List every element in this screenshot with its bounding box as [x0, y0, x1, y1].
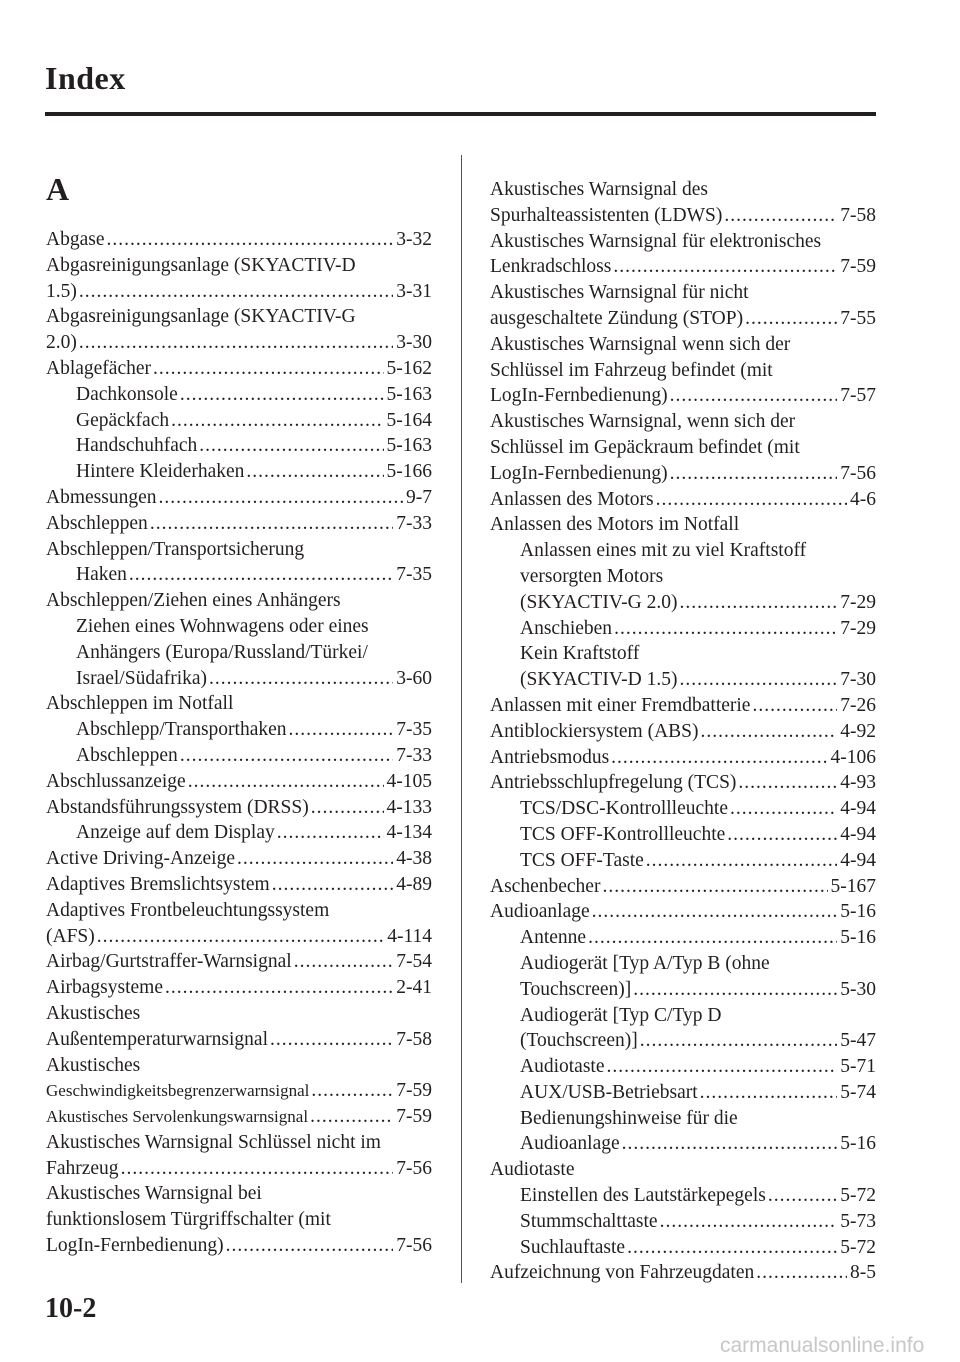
entry-page-reference: 7-35 — [396, 719, 432, 741]
index-subentry — [490, 538, 876, 564]
title-rule — [45, 112, 876, 116]
dot-leader — [679, 590, 837, 616]
entry-text: Haken — [76, 564, 127, 586]
index-subentry — [490, 1235, 876, 1261]
index-entry — [46, 846, 432, 872]
dot-leader — [756, 1260, 847, 1286]
entry-page-reference: 7-58 — [840, 204, 876, 226]
entry-text: ausgeschaltete Zündung (STOP) — [490, 307, 744, 329]
entry-text: Handschuhfach — [76, 435, 198, 457]
index-entry — [46, 485, 432, 511]
index-entry — [46, 253, 432, 279]
entry-page-reference: 4-106 — [830, 746, 876, 768]
dot-leader — [121, 1156, 394, 1182]
index-entry — [46, 898, 432, 924]
entry-text: TCS OFF-Taste — [520, 849, 644, 871]
index-entry — [46, 227, 432, 253]
index-entry — [490, 693, 876, 719]
watermark: carmanualsonline.info — [720, 1334, 925, 1357]
dot-leader — [640, 1028, 838, 1054]
index-entry — [46, 795, 432, 821]
entry-text: LogIn-Fernbedienung) — [490, 385, 668, 407]
dot-leader — [670, 383, 838, 409]
entry-text: Abgasreinigungsanlage (SKYACTIV-G — [46, 306, 356, 328]
dot-leader — [97, 924, 384, 950]
dot-leader — [701, 719, 838, 745]
index-subentry — [490, 1183, 876, 1209]
entry-page-reference: 7-33 — [396, 512, 432, 534]
index-subentry — [490, 1131, 876, 1157]
entry-page-reference: 3-60 — [396, 667, 432, 689]
dot-leader — [165, 975, 393, 1001]
dot-leader — [730, 796, 837, 822]
index-entry — [490, 358, 876, 384]
entry-page-reference: 7-57 — [840, 385, 876, 407]
dot-leader — [311, 1078, 393, 1104]
entry-page-reference: 7-58 — [396, 1028, 432, 1050]
dot-leader — [226, 1233, 394, 1259]
entry-text: Kein Kraftstoff — [520, 643, 640, 665]
entry-text: versorgten Motors — [520, 565, 664, 587]
entry-page-reference: 7-26 — [840, 694, 876, 716]
entry-text: Spurhalteassistenten (LDWS) — [490, 204, 723, 226]
dot-leader — [660, 1209, 838, 1235]
dot-leader — [79, 330, 393, 356]
entry-text: Gepäckfach — [76, 409, 170, 431]
entry-page-reference: 4-89 — [396, 873, 432, 895]
entry-page-reference: 5-72 — [840, 1236, 876, 1258]
entry-page-reference: 5-73 — [840, 1210, 876, 1232]
index-entry — [46, 1078, 432, 1104]
index-entry — [46, 1130, 432, 1156]
entry-page-reference: 7-56 — [396, 1235, 432, 1257]
entry-text: Akustisches Warnsignal für nicht — [490, 282, 749, 304]
entry-text: AUX/USB-Betriebsart — [520, 1081, 698, 1103]
entry-page-reference: 5-16 — [840, 927, 876, 949]
entry-page-reference: 9-7 — [406, 486, 432, 508]
section-letter: A — [46, 171, 70, 207]
entry-text: Akustisches — [46, 1002, 141, 1024]
index-entry — [46, 1233, 432, 1259]
index-subentry — [490, 848, 876, 874]
index-entry — [46, 304, 432, 330]
index-subentry — [490, 1106, 876, 1132]
dot-leader — [724, 203, 837, 229]
entry-text: Außentemperaturwarnsignal — [46, 1028, 269, 1050]
entry-text: Schlüssel im Gepäckraum befindet (mit — [490, 436, 800, 458]
index-entry — [490, 306, 876, 332]
dot-leader — [272, 872, 394, 898]
entry-text: Bedienungshinweise für die — [520, 1107, 738, 1129]
entry-text: Anzeige auf dem Display — [76, 822, 275, 844]
entry-page-reference: 4-133 — [386, 796, 432, 818]
dot-leader — [670, 461, 838, 487]
entry-page-reference: 4-114 — [387, 925, 432, 947]
index-subentry — [46, 743, 432, 769]
entry-text: Suchlauftaste — [520, 1236, 626, 1258]
index-entry — [490, 280, 876, 306]
entry-text: 2.0) — [46, 332, 77, 354]
dot-leader — [310, 1104, 393, 1130]
entry-page-reference: 3-30 — [396, 332, 432, 354]
entry-page-reference: 7-29 — [840, 617, 876, 639]
entry-text: Akustisches Warnsignal, wenn sich der — [490, 411, 796, 433]
entry-page-reference: 7-29 — [840, 591, 876, 613]
index-entry — [490, 177, 876, 203]
dot-leader — [294, 949, 394, 975]
index-subentry — [490, 590, 876, 616]
entry-text: Abschleppen/Ziehen eines Anhängers — [46, 590, 341, 612]
entry-page-reference: 7-54 — [396, 951, 432, 973]
index-column-right — [490, 177, 876, 1286]
dot-leader — [311, 795, 384, 821]
entry-text: Audiotaste — [520, 1056, 605, 1078]
entry-page-reference: 4-93 — [840, 772, 876, 794]
entry-text: Akustisches — [46, 1054, 141, 1076]
index-entry — [46, 330, 432, 356]
index-entry — [490, 745, 876, 771]
entry-text: Fahrzeug — [46, 1157, 119, 1179]
dot-leader — [679, 667, 837, 693]
entry-text: Stummschalttaste — [520, 1210, 658, 1232]
index-entry — [490, 409, 876, 435]
entry-page-reference: 5-166 — [386, 461, 432, 483]
index-entry — [490, 719, 876, 745]
dot-leader — [153, 356, 383, 382]
index-subentry — [46, 433, 432, 459]
index-entry — [46, 1104, 432, 1130]
index-entry — [46, 691, 432, 717]
entry-page-reference: 4-92 — [840, 720, 876, 742]
dot-leader — [180, 382, 384, 408]
entry-text: Abstandsführungssystem (DRSS) — [46, 796, 309, 818]
index-entry — [46, 511, 432, 537]
entry-text: 1.5) — [46, 280, 77, 302]
index-subentry — [490, 1003, 876, 1029]
index-entry — [46, 924, 432, 950]
index-entry — [490, 254, 876, 280]
entry-page-reference: 5-74 — [840, 1081, 876, 1103]
index-entry — [490, 899, 876, 925]
index-entry — [46, 949, 432, 975]
entry-page-reference: 5-167 — [830, 875, 876, 897]
entry-text: funktionslosem Türgriffschalter (mit — [46, 1209, 331, 1231]
index-entry — [46, 356, 432, 382]
entry-text: Audiotaste — [490, 1159, 575, 1181]
index-entry — [46, 1181, 432, 1207]
index-subentry — [490, 796, 876, 822]
entry-page-reference: 4-38 — [396, 848, 432, 870]
entry-page-reference: 7-33 — [396, 744, 432, 766]
index-subentry — [46, 459, 432, 485]
entry-text: Audioanlage — [520, 1133, 620, 1155]
dot-leader — [614, 616, 837, 642]
index-entry — [46, 1027, 432, 1053]
entry-page-reference: 7-35 — [396, 564, 432, 586]
entry-page-reference: 4-6 — [850, 488, 876, 510]
entry-text: Aufzeichnung von Fahrzeugdaten — [490, 1262, 755, 1284]
index-subentry — [490, 1028, 876, 1054]
entry-text: Active Driving-Anzeige — [46, 848, 235, 870]
index-subentry — [490, 641, 876, 667]
entry-page-reference: 3-32 — [396, 229, 432, 250]
entry-text: Lenkradschloss — [490, 256, 612, 278]
dot-leader — [622, 1131, 838, 1157]
dot-leader — [150, 511, 393, 537]
entry-text: Akustisches Warnsignal bei — [46, 1183, 262, 1205]
entry-text: Anlassen eines mit zu viel Kraftstoff — [520, 540, 807, 562]
entry-text: Antenne — [520, 927, 587, 949]
index-subentry — [46, 382, 432, 408]
index-entry — [46, 537, 432, 563]
dot-leader — [745, 306, 837, 332]
entry-text: Adaptives Frontbeleuchtungssystem — [46, 899, 330, 921]
index-subentry — [490, 1209, 876, 1235]
dot-leader — [611, 745, 827, 771]
entry-text: Anlassen des Motors — [490, 488, 654, 510]
dot-leader — [768, 1183, 837, 1209]
dot-leader — [188, 769, 384, 795]
index-entry — [46, 279, 432, 305]
entry-page-reference: 7-59 — [396, 1106, 432, 1128]
entry-text: Aschenbecher — [490, 875, 601, 897]
entry-text: (SKYACTIV-G 2.0) — [520, 591, 678, 613]
index-subentry — [490, 925, 876, 951]
dot-leader — [277, 820, 384, 846]
page-number: 10-2 — [45, 1293, 97, 1324]
index-subentry — [490, 951, 876, 977]
entry-text: Abmessungen — [46, 486, 157, 508]
dot-leader — [79, 279, 393, 305]
dot-leader — [129, 562, 393, 588]
index-entry — [46, 769, 432, 795]
page-title: Index — [45, 60, 126, 96]
entry-page-reference: 5-16 — [840, 1133, 876, 1155]
index-subentry — [46, 717, 432, 743]
dot-leader — [633, 977, 837, 1003]
dot-leader — [171, 408, 383, 434]
entry-page-reference: 5-72 — [840, 1185, 876, 1207]
index-subentry — [490, 616, 876, 642]
index-entry — [46, 1053, 432, 1079]
index-subentry — [46, 408, 432, 434]
entry-text: Abschleppen im Notfall — [46, 693, 234, 715]
dot-leader — [209, 666, 393, 692]
entry-page-reference: 5-162 — [386, 357, 432, 379]
index-column-left — [46, 227, 432, 1259]
entry-text: Audiogerät [Typ C/Typ D — [520, 1004, 722, 1026]
index-entry — [490, 435, 876, 461]
index-entry — [490, 383, 876, 409]
entry-text: Schlüssel im Fahrzeug befindet (mit — [490, 359, 773, 381]
index-subentry — [490, 667, 876, 693]
dot-leader — [700, 1080, 838, 1106]
entry-page-reference: 5-163 — [386, 383, 432, 405]
entry-text: Ablagefächer — [46, 357, 152, 379]
entry-text: TCS/DSC-Kontrollleuchte — [520, 798, 728, 820]
entry-text: Audiogerät [Typ A/Typ B (ohne — [520, 952, 770, 974]
entry-text: Antiblockiersystem (ABS) — [490, 720, 699, 742]
entry-text: LogIn-Fernbedienung) — [490, 462, 668, 484]
dot-leader — [289, 717, 394, 743]
index-subentry — [46, 640, 432, 666]
index-entry — [46, 872, 432, 898]
entry-text: TCS OFF-Kontrollleuchte — [520, 823, 726, 845]
entry-text: Abgase — [46, 229, 105, 250]
dot-leader — [106, 227, 393, 253]
entry-text: Akustisches Warnsignal Schlüssel nicht im — [46, 1131, 381, 1153]
dot-leader — [752, 693, 837, 719]
dot-leader — [588, 925, 837, 951]
entry-page-reference: 8-5 — [850, 1262, 876, 1284]
entry-text: Abschlepp/Transporthaken — [76, 719, 287, 741]
entry-text: Anhängers (Europa/Russland/Türkei/ — [76, 641, 368, 663]
entry-page-reference: 5-164 — [386, 409, 432, 431]
index-subentry — [46, 614, 432, 640]
index-subentry — [490, 1080, 876, 1106]
entry-page-reference: 3-31 — [396, 280, 432, 302]
entry-page-reference: 7-59 — [396, 1080, 432, 1102]
index-subentry — [46, 820, 432, 846]
entry-page-reference: 5-47 — [840, 1030, 876, 1052]
entry-page-reference: 5-163 — [386, 435, 432, 457]
entry-text: Airbag/Gurtstraffer-Warnsignal — [46, 951, 292, 973]
dot-leader — [656, 487, 847, 513]
entry-text: Abschleppen — [76, 744, 178, 766]
entry-text: Hintere Kleiderhaken — [76, 461, 245, 483]
entry-page-reference: 7-55 — [840, 307, 876, 329]
entry-page-reference: 2-41 — [396, 977, 432, 999]
column-divider — [461, 155, 462, 1283]
index-entry — [46, 1156, 432, 1182]
entry-page-reference: 4-94 — [840, 823, 876, 845]
entry-page-reference: 5-71 — [840, 1056, 876, 1078]
entry-text: Airbagsysteme — [46, 977, 163, 999]
entry-text: Einstellen des Lautstärkepegels — [520, 1185, 766, 1207]
entry-page-reference: 4-94 — [840, 798, 876, 820]
entry-text: Abschlussanzeige — [46, 770, 186, 792]
entry-text: Geschwindigkeitsbegrenzerwarnsignal — [46, 1081, 310, 1101]
index-entry — [46, 1001, 432, 1027]
dot-leader — [727, 822, 837, 848]
index-entry — [490, 770, 876, 796]
entry-text: Akustisches Warnsignal wenn sich der — [490, 333, 791, 355]
entry-text: Abschleppen — [46, 512, 148, 534]
entry-text: Akustisches Servolenkungswarnsignal — [46, 1107, 309, 1127]
index-entry — [490, 332, 876, 358]
dot-leader — [613, 254, 837, 280]
entry-text: Anschieben — [520, 617, 613, 639]
dot-leader — [738, 770, 837, 796]
entry-text: Abschleppen/Transportsicherung — [46, 538, 305, 560]
entry-text: Anlassen mit einer Fremdbatterie — [490, 694, 751, 716]
entry-page-reference: 4-105 — [386, 770, 432, 792]
entry-page-reference: 4-94 — [840, 849, 876, 871]
index-entry — [490, 512, 876, 538]
dot-leader — [592, 899, 838, 925]
index-entry — [490, 203, 876, 229]
index-entry — [490, 1260, 876, 1286]
entry-page-reference: 5-16 — [840, 901, 876, 923]
index-entry — [46, 975, 432, 1001]
index-subentry — [490, 822, 876, 848]
entry-page-reference: 7-59 — [840, 256, 876, 278]
entry-text: LogIn-Fernbedienung) — [46, 1235, 224, 1257]
entry-text: Antriebsmodus — [490, 746, 610, 768]
entry-text: Anlassen des Motors im Notfall — [490, 514, 740, 536]
dot-leader — [246, 459, 383, 485]
entry-page-reference: 4-134 — [386, 822, 432, 844]
entry-text: Abgasreinigungsanlage (SKYACTIV-D — [46, 254, 356, 276]
entry-page-reference: 7-56 — [396, 1157, 432, 1179]
entry-text: Israel/Südafrika) — [76, 667, 208, 689]
dot-leader — [180, 743, 393, 769]
dot-leader — [627, 1235, 837, 1261]
entry-page-reference: 7-56 — [840, 462, 876, 484]
index-entry — [46, 1207, 432, 1233]
entry-text: Ziehen eines Wohnwagens oder eines — [76, 615, 369, 637]
entry-page-reference: 7-30 — [840, 669, 876, 691]
entry-text: Audioanlage — [490, 901, 590, 923]
index-entry — [490, 461, 876, 487]
dot-leader — [606, 1054, 837, 1080]
entry-text: (Touchscreen)] — [520, 1030, 638, 1052]
dot-leader — [270, 1027, 393, 1053]
entry-text: (AFS) — [46, 925, 95, 947]
entry-text: Antriebsschlupfregelung (TCS) — [490, 772, 737, 794]
index-entry — [490, 229, 876, 255]
entry-text: Adaptives Bremslichtsystem — [46, 873, 270, 895]
entry-text: (SKYACTIV-D 1.5) — [520, 669, 678, 691]
dot-leader — [602, 874, 827, 900]
index-subentry — [46, 666, 432, 692]
entry-text: Touchscreen)] — [520, 978, 632, 1000]
index-entry — [46, 588, 432, 614]
dot-leader — [646, 848, 837, 874]
entry-text: Akustisches Warnsignal für elektronisches — [490, 230, 822, 252]
dot-leader — [199, 433, 383, 459]
entry-text: Akustisches Warnsignal des — [490, 179, 708, 200]
index-entry — [490, 487, 876, 513]
dot-leader — [237, 846, 393, 872]
entry-text: Dachkonsole — [76, 383, 178, 405]
index-subentry — [490, 977, 876, 1003]
dot-leader — [159, 485, 404, 511]
index-subentry — [490, 564, 876, 590]
index-entry — [490, 874, 876, 900]
index-subentry — [46, 562, 432, 588]
index-entry — [490, 1157, 876, 1183]
entry-page-reference: 5-30 — [840, 978, 876, 1000]
index-subentry — [490, 1054, 876, 1080]
